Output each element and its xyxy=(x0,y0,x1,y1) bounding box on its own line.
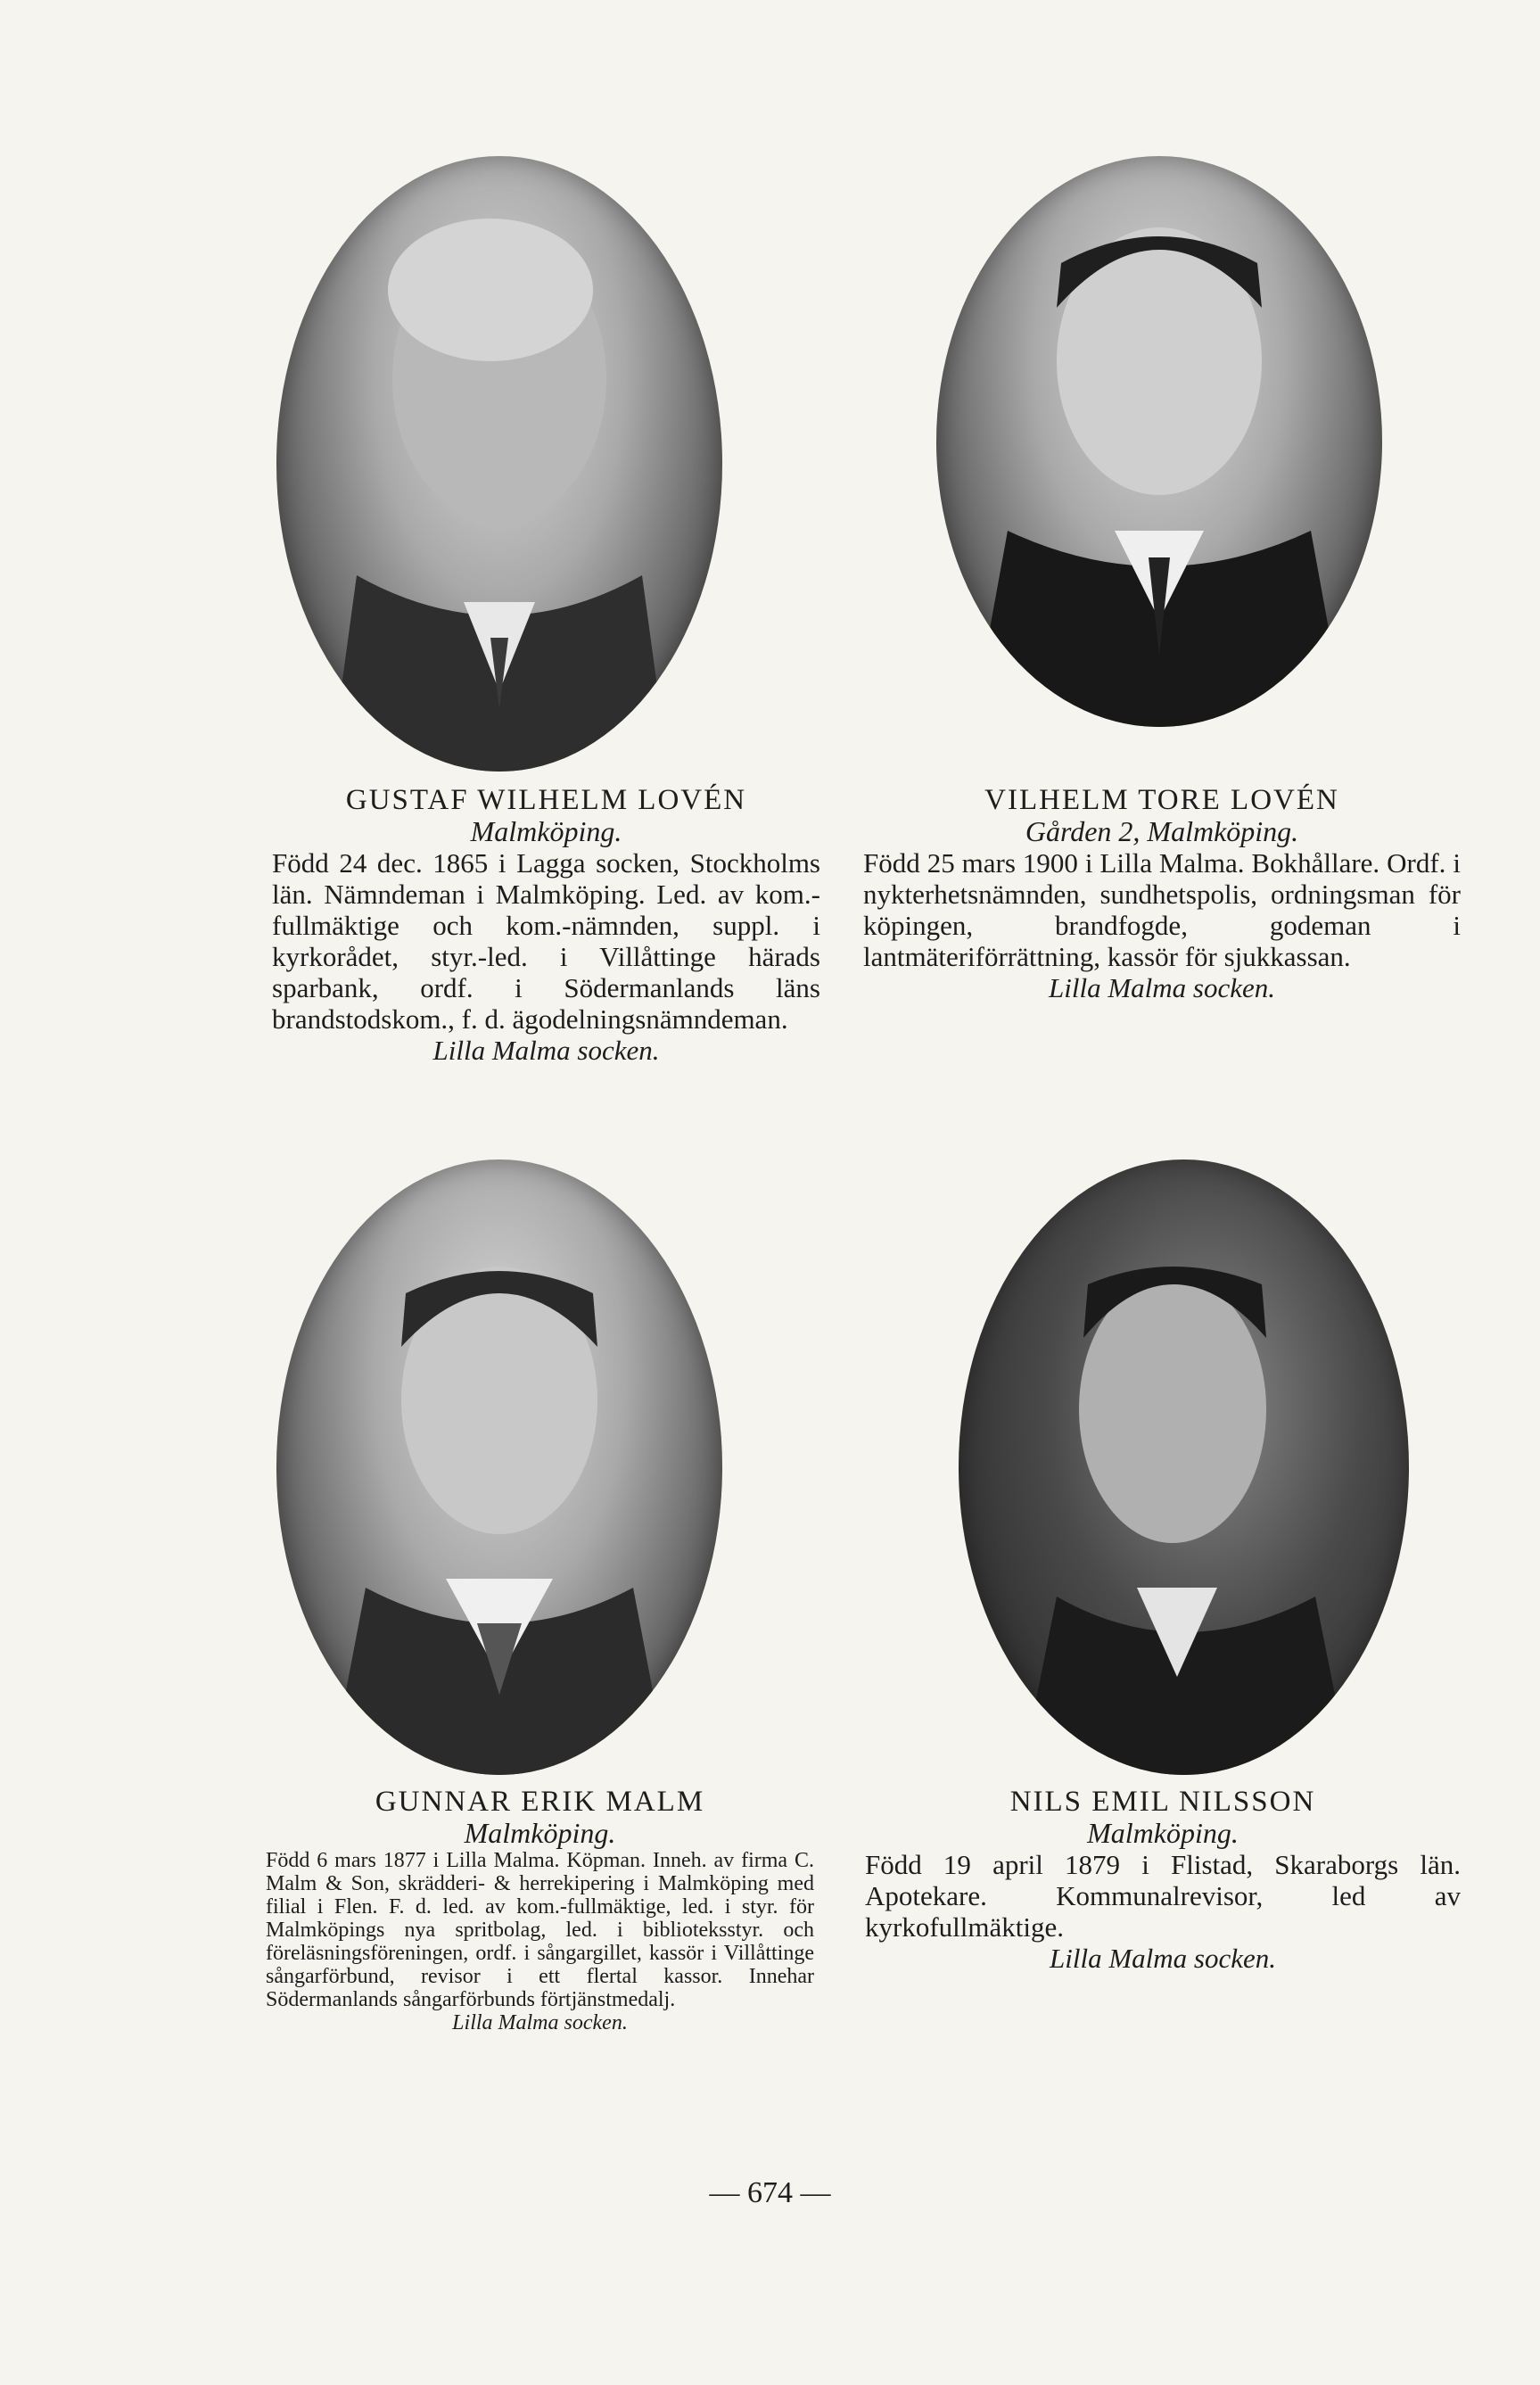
bio-vilhelm-tore-loven xyxy=(863,785,1461,1003)
person-bio-text: Född 19 april 1879 i Flistad, Skaraborgs län. Apotekare. Kommunalrevisor, led av kyrkofullmäktige. xyxy=(865,1849,1461,1943)
person-place: Malmköping. xyxy=(464,1817,616,1849)
person-name: NILS EMIL NILSSON xyxy=(1009,1786,1316,1818)
person-bio-text: Född 25 mars 1900 i Lilla Malma. Bokhållare. Ordf. i nykterhetsnämnden, sundhetspolis, ordningsman för köpingen, brandfogde, godeman i lantmäteriförrättning, kassör för sjukkassan. xyxy=(863,847,1461,972)
person-socken: Lilla Malma socken. xyxy=(452,2011,628,2034)
portrait-gunnar-erik-malm xyxy=(276,1159,722,1775)
bio-gunnar-erik-malm xyxy=(266,1787,814,2034)
person-bio-text: Född 6 mars 1877 i Lilla Malma. Köpman. Inneh. av firma C. Malm & Son, skrädderi- & herrekipering i Malmköping med filial i Flen. F. d. led. av kom.-fullmäktige, led. i styr. för Malmköpings nya spritbolag, led. i biblioteksstyr. och föreläsningsföreningen, ordf. i sångargillet, kassör i Villåttinge sångarförbund, revisor i ett flertal kassor. Innehar Södermanlands sångarförbunds förtjänstmedalj. xyxy=(266,1849,814,2011)
person-name: GUNNAR ERIK MALM xyxy=(375,1786,705,1818)
person-place: Malmköping. xyxy=(1087,1817,1239,1849)
person-place: Gården 2, Malmköping. xyxy=(1025,815,1299,847)
portrait-vilhelm-tore-loven xyxy=(936,156,1382,727)
person-name: GUSTAF WILHELM LOVÉN xyxy=(345,784,747,816)
person-name: VILHELM TORE LOVÉN xyxy=(984,784,1339,816)
person-socken: Lilla Malma socken. xyxy=(432,1035,660,1066)
bio-nils-emil-nilsson xyxy=(865,1787,1461,1974)
page-number: — 674 — xyxy=(709,2176,831,2209)
portrait-nils-emil-nilsson xyxy=(959,1159,1409,1775)
person-socken: Lilla Malma socken. xyxy=(1049,972,1275,1003)
person-place: Malmköping. xyxy=(470,815,622,847)
portrait-gustaf-wilhelm-loven xyxy=(276,156,722,772)
person-bio-text: Född 24 dec. 1865 i Lagga socken, Stockholms län. Nämndeman i Malmköping. Led. av kom.-fullmäktige och kom.-nämnden, suppl. i kyrkorådet, styr.-led. i Villåttinge härads sparbank, ordf. i Södermanlands läns brandstodskom., f. d. ägodelningsnämndeman. xyxy=(272,847,820,1035)
person-socken: Lilla Malma socken. xyxy=(1050,1943,1276,1974)
bio-gustaf-wilhelm-loven xyxy=(272,785,820,1066)
